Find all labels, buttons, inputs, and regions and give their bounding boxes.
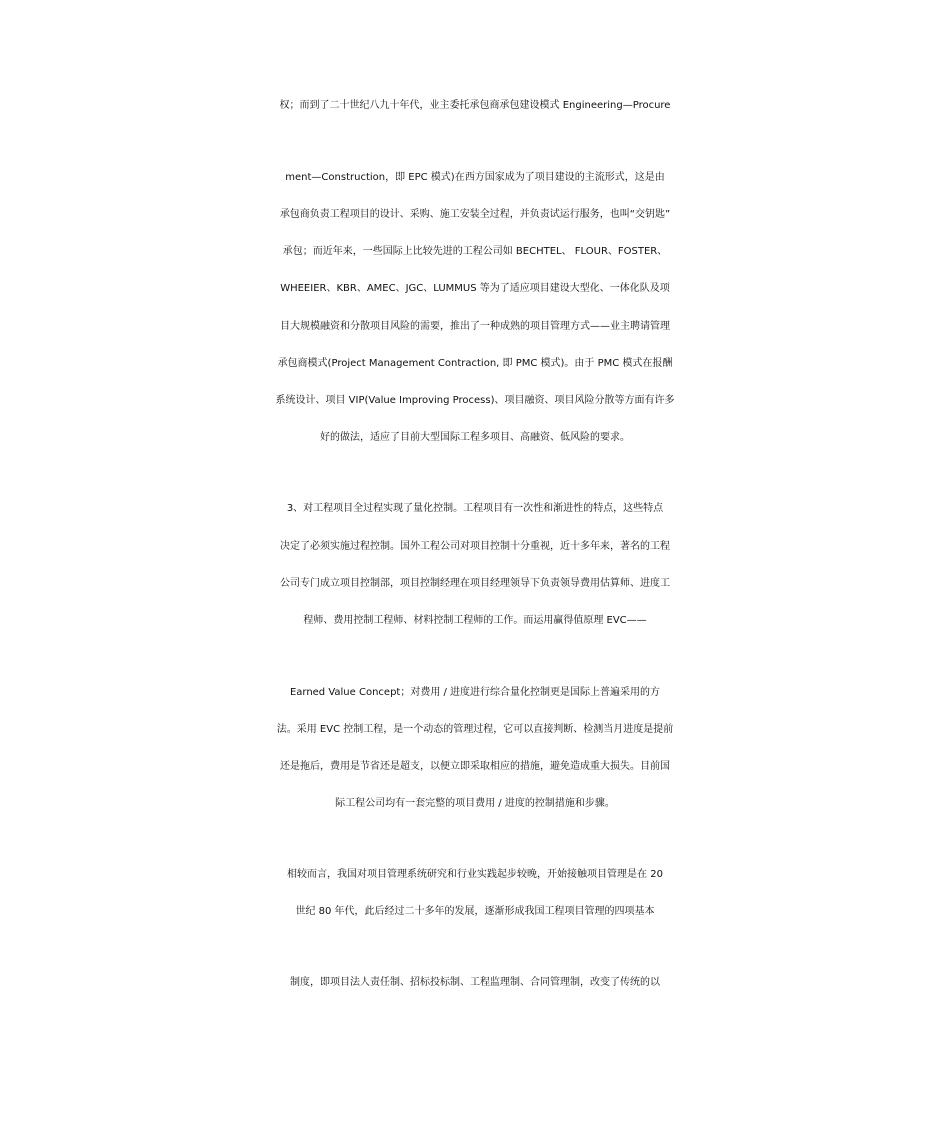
text-line-15: 法。采用 EVC 控制工程，是一个动态的管理过程，它可以直接判断、检测当月进度是提前 bbox=[276, 724, 674, 735]
text-line-17: 际工程公司均有一套完整的项目费用 / 进度的控制措施和步骤。 bbox=[335, 798, 615, 809]
text-line-18: 相较而言，我国对项目管理系统研究和行业实践起步较晚，开始接触项目管理是在 20 bbox=[287, 869, 663, 880]
text-line-20: 制度，即项目法人责任制、招标投标制、工程监理制、合同管理制，改变了传统的以 bbox=[290, 977, 660, 988]
text-line-19: 世纪 80 年代，此后经过二十多年的发展，逐渐形成我国工程项目管理的四项基本 bbox=[295, 906, 655, 917]
text-line-2: ment—Construction，即 EPC 模式)在西方国家成为了项目建设的主流形式，这是由 bbox=[285, 172, 665, 183]
text-line-4: 承包；而近年来，一些国际上比较先进的工程公司如 BECHTEL、 FLOUR、FOSTER、 bbox=[282, 246, 668, 257]
text-line-3: 承包商负责工程项目的设计、采购、施工安装全过程，并负责试运行服务，也叫“交钥匙” bbox=[279, 209, 671, 220]
text-line-6: 目大规模融资和分散项目风险的需要，推出了一种成熟的项目管理方式——业主聘请管理 bbox=[280, 321, 670, 332]
text-line-5: WHEEIER、KBR、AMEC、JGC、LUMMUS 等为了适应项目建设大型化、一体化队及项 bbox=[280, 283, 670, 294]
text-line-12: 公司专门成立项目控制部，项目控制经理在项目经理领导下负责领导费用估算师、进度工 bbox=[280, 578, 670, 589]
text-line-10: 3、对工程项目全过程实现了量化控制。工程项目有一次性和渐进性的特点，这些特点 bbox=[286, 503, 664, 514]
text-line-11: 决定了必须实施过程控制。国外工程公司对项目控制十分重视，近十多年来，著名的工程 bbox=[280, 541, 670, 552]
text-line-13: 程师、费用控制工程师、材料控制工程师的工作。而运用赢得值原理 EVC—— bbox=[303, 615, 647, 626]
text-line-9: 好的做法，适应了目前大型国际工程多项目、高融资、低风险的要求。 bbox=[320, 432, 630, 443]
text-line-1: 权；而到了二十世纪八九十年代，业主委托承包商承包建设模式 Engineering—Procure bbox=[279, 100, 671, 111]
text-line-8: 系统设计、项目 VIP(Value Improving Process)、项目融资、项目风险分散等方面有许多 bbox=[275, 395, 675, 406]
text-line-14: Earned Value Concept；对费用 / 进度进行综合量化控制更是国际上普遍采用的方 bbox=[289, 687, 661, 698]
text-line-7: 承包商模式(Project Management Contraction, 即 PMC 模式)。由于 PMC 模式在报酬 bbox=[277, 358, 673, 369]
text-line-16: 还是拖后，费用是节省还是超支，以便立即采取相应的措施，避免造成重大损失。目前国 bbox=[280, 761, 670, 772]
